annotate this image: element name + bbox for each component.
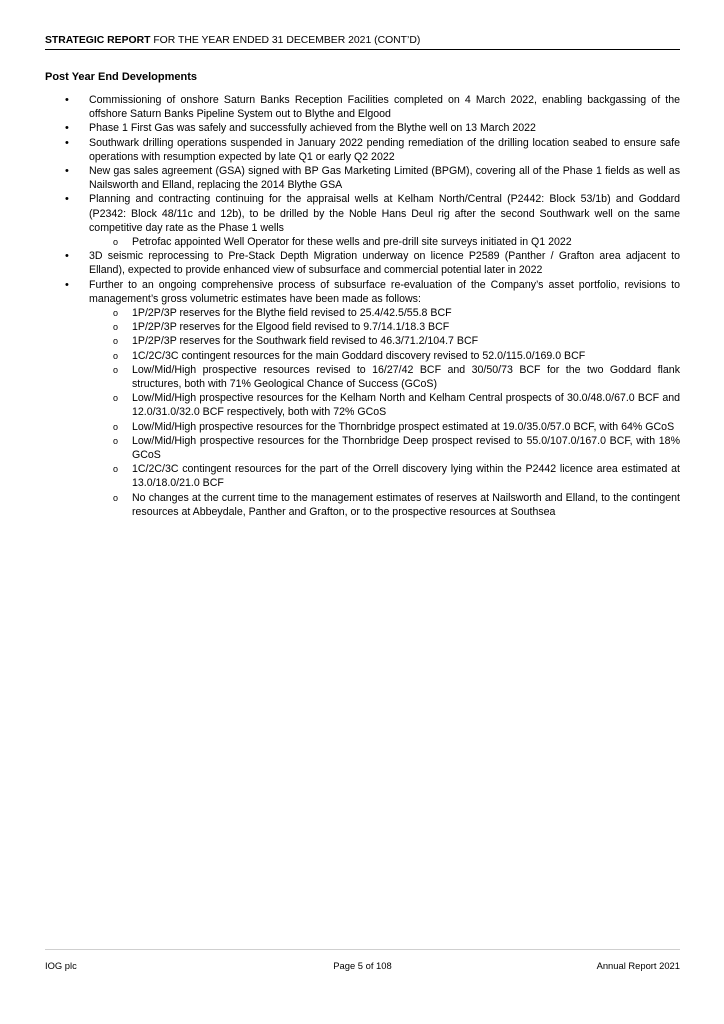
sub-list-item-text: Low/Mid/High prospective resources for the Kelham North and Kelham Central prospects of 30.0/48.0/67.0 BCF and 12.0/31.0/32.0 BCF respectively, both with 72% GCoS xyxy=(132,392,680,419)
bullet-icon: • xyxy=(65,136,69,149)
circle-bullet-icon: o xyxy=(113,336,119,347)
circle-bullet-icon: o xyxy=(113,322,119,333)
sub-list-item-text: 1C/2C/3C contingent resources for the part of the Orrell discovery lying within the P2442 licence area estimated at 13.0/18.0/21.0 BCF xyxy=(132,463,680,490)
bullet-icon: • xyxy=(65,278,69,291)
content-body xyxy=(45,93,680,519)
list-item-text: Phase 1 First Gas was safely and successfully achieved from the Blythe well on 13 March 2022 xyxy=(89,122,536,135)
circle-bullet-icon: o xyxy=(113,308,119,319)
bullet-icon: • xyxy=(65,122,69,135)
sub-list-item-text: Petrofac appointed Well Operator for these wells and pre-drill site surveys initiated in Q1 2022 xyxy=(132,236,572,249)
list-item-text: Planning and contracting continuing for the appraisal wells at Kelham North/Central (P2442: Block 53/1b) and Goddard (P2342: Block 48/11c and 12b), to be drilled by the Noble Hans Deul rig after the second Southwark well on the same competitive day rate as the Phase 1 wells xyxy=(89,193,680,234)
list-item-text: New gas sales agreement (GSA) signed with BP Gas Marketing Limited (BPGM), covering all of the Phase 1 fields as well as Nailsworth and Elland, replacing the 2014 Blythe GSA xyxy=(89,165,680,192)
footer-company: IOG plc xyxy=(45,960,77,971)
circle-bullet-icon: o xyxy=(113,492,119,503)
circle-bullet-icon: o xyxy=(113,421,119,432)
footer-page-number: Page 5 of 108 xyxy=(333,960,392,971)
bullet-list xyxy=(45,93,680,519)
sub-list-item xyxy=(89,491,680,519)
sub-list-item-text: No changes at the current time to the management estimates of reserves at Nailsworth and Elland, to the contingent resources at Abbeydale, Panther and Grafton, or to the prospective resources at Southsea xyxy=(132,491,680,518)
sub-list-item xyxy=(89,420,680,434)
circle-bullet-icon: o xyxy=(113,435,119,446)
list-item xyxy=(45,121,680,135)
sub-list-item xyxy=(89,334,680,348)
sub-list-item xyxy=(89,306,680,320)
list-item-text: Southwark drilling operations suspended in January 2022 pending remediation of the drilling location seabed to ensure safe operations with resumption expected by late Q1 or early Q2 2022 xyxy=(89,136,680,163)
list-item-text: 3D seismic reprocessing to Pre-Stack Depth Migration underway on licence P2589 (Panther / Grafton area adjacent to Elland), expected to provide enhanced view of subsurface and commercial potential later in 2022 xyxy=(89,250,680,277)
header-period: FOR THE YEAR ENDED 31 DECEMBER 2021 (CONT’D) xyxy=(150,35,421,46)
header-section-label: STRATEGIC REPORT xyxy=(45,35,151,46)
list-item xyxy=(45,93,680,121)
circle-bullet-icon: o xyxy=(113,364,119,375)
sub-list-item-text: Low/Mid/High prospective resources for the Thornbridge Deep prospect revised to 55.0/107.0/167.0 BCF, with 18% GCoS xyxy=(132,434,680,462)
circle-bullet-icon: o xyxy=(113,350,119,361)
page-header xyxy=(45,34,680,50)
list-item-text: Further to an ongoing comprehensive process of subsurface re-evaluation of the Company’s asset portfolio, revisions to management’s gross volumetric estimates have been made as follows: xyxy=(89,278,680,305)
footer-report-title: Annual Report 2021 xyxy=(596,960,680,971)
sub-list-item-text: Low/Mid/High prospective resources for the Thornbridge prospect estimated at 19.0/35.0/57.0 BCF, with 64% GCoS xyxy=(132,420,675,433)
list-item xyxy=(45,249,680,277)
circle-bullet-icon: o xyxy=(113,393,119,404)
circle-bullet-icon: o xyxy=(113,464,119,475)
list-item xyxy=(45,136,680,164)
list-item xyxy=(45,192,680,249)
list-item xyxy=(45,278,680,519)
sub-list-item xyxy=(89,235,680,249)
sub-list-item xyxy=(89,349,680,363)
bullet-icon: • xyxy=(65,94,69,106)
sub-bullet-list xyxy=(89,306,680,519)
sub-list-item-text: 1C/2C/3C contingent resources for the main Goddard discovery revised to 52.0/115.0/169.0 BCF xyxy=(132,349,586,362)
footer-divider xyxy=(45,949,680,950)
sub-list-item xyxy=(89,462,680,490)
list-item xyxy=(45,164,680,192)
sub-list-item xyxy=(89,363,680,391)
circle-bullet-icon: o xyxy=(113,237,119,248)
sub-list-item xyxy=(89,391,680,419)
sub-list-item xyxy=(89,320,680,334)
sub-list-item-text: 1P/2P/3P reserves for the Blythe field revised to 25.4/42.5/55.8 BCF xyxy=(132,307,452,320)
sub-list-item-text: Low/Mid/High prospective resources revised to 16/27/42 BCF and 30/50/73 BCF for the two Goddard flank structures, both with 71% Geological Chance of Success (GCoS) xyxy=(132,363,680,391)
sub-bullet-list xyxy=(89,235,680,249)
sub-list-item-text: 1P/2P/3P reserves for the Elgood field revised to 9.7/14.1/18.3 BCF xyxy=(132,321,450,334)
list-item-text: Commissioning of onshore Saturn Banks Reception Facilities completed on 4 March 2022, enabling backgassing of the offshore Saturn Banks Pipeline System out to Blythe and Elgood xyxy=(89,94,680,121)
bullet-icon: • xyxy=(65,250,69,263)
section-title: Post Year End Developments xyxy=(45,71,198,83)
bullet-icon: • xyxy=(65,165,69,178)
sub-list-item xyxy=(89,434,680,462)
sub-list-item-text: 1P/2P/3P reserves for the Southwark field revised to 46.3/71.2/104.7 BCF xyxy=(132,335,479,348)
bullet-icon: • xyxy=(65,193,69,206)
